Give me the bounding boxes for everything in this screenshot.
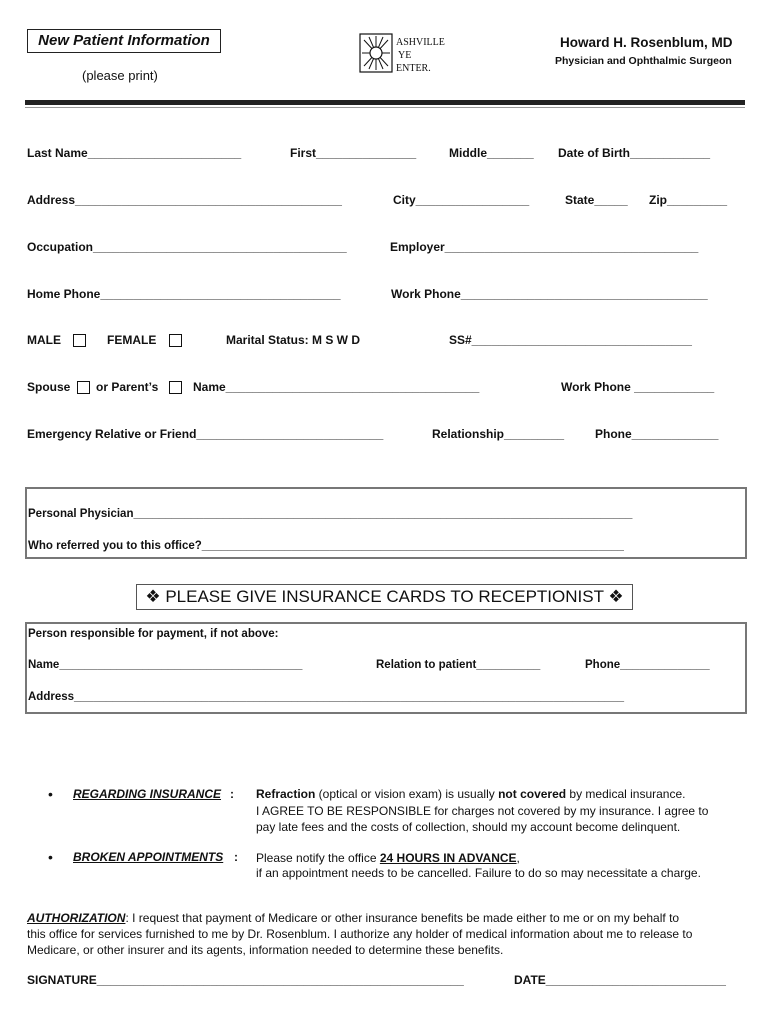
broken-appointments-line2: if an appointment needs to be cancelled. Failure to do so may necessitate a charge.	[256, 866, 701, 880]
payment-heading: Person responsible for payment, if not above:	[28, 628, 279, 640]
home-phone-field[interactable]: Home Phone____________________________________	[27, 287, 341, 301]
middle-name-field[interactable]: Middle_______	[449, 146, 534, 160]
clinic-logo	[358, 32, 458, 74]
doctor-name: Howard H. Rosenblum, MD	[560, 35, 733, 50]
broken-text-a: Please notify the office	[256, 851, 380, 865]
bullet-icon: •	[48, 786, 53, 802]
eye-logo-icon	[358, 32, 458, 74]
insurance-colon: :	[230, 787, 234, 801]
female-label: FEMALE	[107, 333, 157, 347]
female-checkbox[interactable]	[169, 334, 182, 347]
broken-appointments-line1	[256, 851, 520, 865]
address-field[interactable]: Address________________________________________	[27, 193, 342, 207]
city-field[interactable]: City_________________	[393, 193, 530, 207]
svg-text:ASHVILLE: ASHVILLE	[396, 37, 445, 48]
employer-field[interactable]: Employer______________________________________	[390, 240, 699, 254]
parent-label: or Parent’s	[96, 380, 159, 394]
form-title: New Patient Information	[27, 29, 221, 53]
personal-physician-field[interactable]: Personal Physician______________________________________________________________________________	[28, 508, 633, 520]
broken-colon: :	[234, 850, 238, 864]
emergency-phone-field[interactable]: Phone_____________	[595, 427, 719, 441]
payer-phone-field[interactable]: Phone______________	[585, 659, 710, 671]
please-print-note: (please print)	[82, 68, 158, 83]
doctor-title: Physician and Ophthalmic Surgeon	[555, 55, 732, 67]
broken-appointments-label: BROKEN APPOINTMENTS	[73, 850, 224, 864]
date-of-birth-field[interactable]: Date of Birth____________	[558, 146, 711, 160]
state-field[interactable]: State_____	[565, 193, 628, 207]
not-covered-text: not covered	[498, 787, 567, 801]
insurance-text-b: by medical insurance.	[566, 787, 686, 801]
spouse-label: Spouse	[27, 380, 71, 394]
authorization-text1: : I request that payment of Medicare or other insurance benefits be made either to me or on my behalf to	[125, 911, 680, 925]
svg-text:ENTER.: ENTER.	[396, 63, 431, 74]
spouse-parent-name-field[interactable]: Name______________________________________	[193, 380, 480, 394]
spouse-checkbox[interactable]	[77, 381, 90, 394]
ssn-field[interactable]: SS#_________________________________	[449, 333, 692, 347]
insurance-text-a: (optical or vision exam) is usually	[315, 787, 499, 801]
bullet-icon: •	[48, 849, 53, 865]
authorization-line1	[27, 911, 679, 925]
signature-field[interactable]: SIGNATURE_______________________________________________________	[27, 973, 464, 987]
authorization-line2: this office for services furnished to me by Dr. Rosenblum. I authorize any holder of medical information about me to release to	[27, 927, 693, 941]
occupation-field[interactable]: Occupation______________________________________	[27, 240, 347, 254]
spouse-work-phone-field[interactable]: Work Phone ____________	[561, 380, 715, 394]
payer-address-field[interactable]: Address______________________________________________________________________________________	[28, 691, 625, 703]
authorization-line3: Medicare, or other insurer and its agents, information needed to determine these benefits.	[27, 943, 504, 957]
date-field[interactable]: DATE___________________________	[514, 973, 726, 987]
referred-by-field[interactable]: Who referred you to this office?__________________________________________________________________	[28, 540, 624, 552]
authorization-label: AUTHORIZATION	[27, 911, 126, 925]
payer-name-field[interactable]: Name______________________________________	[28, 659, 303, 671]
male-label: MALE	[27, 333, 61, 347]
insurance-policy-label: REGARDING INSURANCE	[73, 787, 222, 801]
insurance-cards-banner: ❖ PLEASE GIVE INSURANCE CARDS TO RECEPTIONIST ❖	[136, 584, 633, 610]
relationship-field[interactable]: Relationship_________	[432, 427, 565, 441]
zip-field[interactable]: Zip_________	[649, 193, 728, 207]
twenty-four-hours-text: 24 HOURS IN ADVANCE	[379, 851, 517, 865]
header-divider	[25, 100, 745, 105]
last-name-field[interactable]: Last Name_______________________	[27, 146, 242, 160]
emergency-contact-field[interactable]: Emergency Relative or Friend____________________________	[27, 427, 384, 441]
insurance-policy-line3: pay late fees and the costs of collection, should my account become delinquent.	[256, 820, 681, 834]
male-checkbox[interactable]	[73, 334, 86, 347]
payer-relation-field[interactable]: Relation to patient__________	[376, 659, 541, 671]
refraction-text: Refraction	[256, 787, 316, 801]
parent-checkbox[interactable]	[169, 381, 182, 394]
insurance-policy-line2: I AGREE TO BE RESPONSIBLE for charges not covered by my insurance. I agree to	[256, 804, 709, 818]
first-name-field[interactable]: First_______________	[290, 146, 417, 160]
insurance-policy-line1	[256, 787, 685, 801]
marital-status-field[interactable]: Marital Status: M S W D	[226, 333, 361, 347]
work-phone-field[interactable]: Work Phone_____________________________________	[391, 287, 708, 301]
broken-text-b: ,	[516, 851, 520, 865]
svg-text:YE: YE	[398, 50, 412, 61]
header-divider-thin	[25, 107, 745, 108]
